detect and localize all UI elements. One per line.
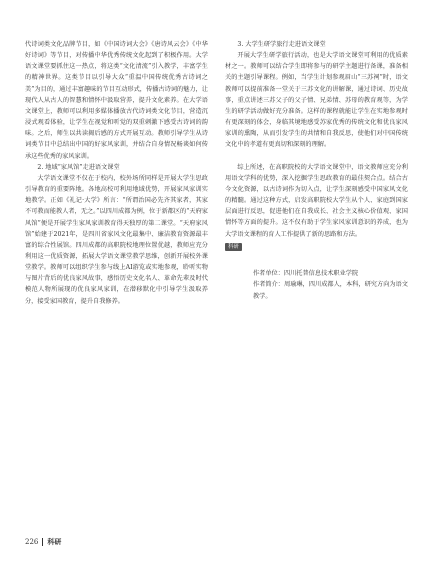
right-column <box>225 39 408 302</box>
paragraph: 大学语文课堂不仅在于校内，校外场所同样是开展大学生思政引导教育的重要阵地。各地高校可利用地域优势，开展家风家训实地教学。正如《礼记·大学》所言：“所谓治国必先齐其家者，其家不可教而能教人者，无之。”以四川成都为例，位于新都区的“天府家风馆”便是开展学生家风家训教育得天独厚的第二课堂。“天府家风馆”始建于2021年，是四川省家风文化最集中、廉洁教育资源最丰富的综合性展馆。四川成都的高职院校地理位置优越，教师应充分利用这一优质资源，拓展大学语文课堂教学思维，创新开展校外课堂教学。教师可以组织学生参与线上AI游览或实地参观，聆听实物与图片背后的优良家风故事，感悟历史文化名人、革命先辈及时代模范人物所展现的优良家风家训，在潜移默化中引导学生汲取养分，接受家国教育，提升自我修养。 <box>25 174 208 305</box>
paragraph: 代诗词类文化品牌节目，如《中国诗词大会》《唐诗风云会》《中华好诗词》等节目，对传播中华优秀传统文化起到了积极作用。大学语文课堂要抓住这一热点，将这类“文化清流”引入教学，丰富学生的精神世界。这类节目以引导大众“重温中国传统优秀古诗词之美”为目的，通过丰富趣味的节目互动形式，传播古诗词的魅力，让现代人从古人的智慧和情怀中汲取营养，提升文化素养。在大学语文课堂上，教师可以利用多媒体播放古代诗词类文化节目，营造沉浸式观看体验，让学生在视觉和听觉的双重刺激下感受古诗词的韵味。之后，师生以共读揭后感的方式开展互动。教师引导学生从诗词类节目中总结出中国的好家风家训，并结合自身情况畅谈如何传承这些优秀的家风家训。 <box>25 41 208 160</box>
author-bio: 作者简介：周瑜琳，四川成都人，本科，研究方向为语文教学。 <box>253 281 408 300</box>
section-heading: 2. 地域“家风馆”走进语文课堂 <box>37 163 120 171</box>
journal-logo: 科研 <box>47 538 62 546</box>
page-footer <box>25 537 61 547</box>
left-column <box>25 39 208 307</box>
paragraph: 开展大学生研学旅行活动，也是大学语文课堂可利用的优质素材之一。教师可以结合学生即将参与的研学主题进行备课，准备相关的主题引导课程。例如，当学生计划参观眉山“三苏祠”时，语文教师可以提前准备一堂关于三苏文化的讲解课，通过诗词、历史故事，重点讲述三苏父子的父子情、兄弟情、苏母的教育观等，为学生的研学活动做好充分准备。这样的课程就能让学生在实地参观时有更深刻的体会，身临其境地感受苏家优秀的传统文化和优良家风家训的熏陶，从而引发学生的共情和自我反思，使他们对中国传统文化中的孝道有更真切和深刻的理解。 <box>225 52 408 149</box>
divider <box>42 538 43 546</box>
author-info <box>225 268 408 303</box>
section-tag: 科研 <box>225 243 242 251</box>
section-heading: 3. 大学生研学旅行走进语文课堂 <box>237 41 326 48</box>
paragraph: 综上所述，在高职院校的大学语文课堂中，语文教师应充分利用语文学科的优势，深入挖掘学生思政教育的最佳契合点。结合古今文化资源，以古诗词作为切入点，让学生深刻感受中国家风文化的精髓。通过这种方式，启发高职院校大学生从个人、家庭到国家层面进行反思，促进他们在自我成长、社会主义核心价值观、家国情怀等方面的提升。这不仅有助于学生家风家训意识的养成，也为大学语文课程的育人工作提供了新的思路和方法。 <box>225 163 408 238</box>
page-number: 226 <box>25 538 39 546</box>
author-unit: 作者单位：四川托普信息技术职业学院 <box>253 269 359 277</box>
